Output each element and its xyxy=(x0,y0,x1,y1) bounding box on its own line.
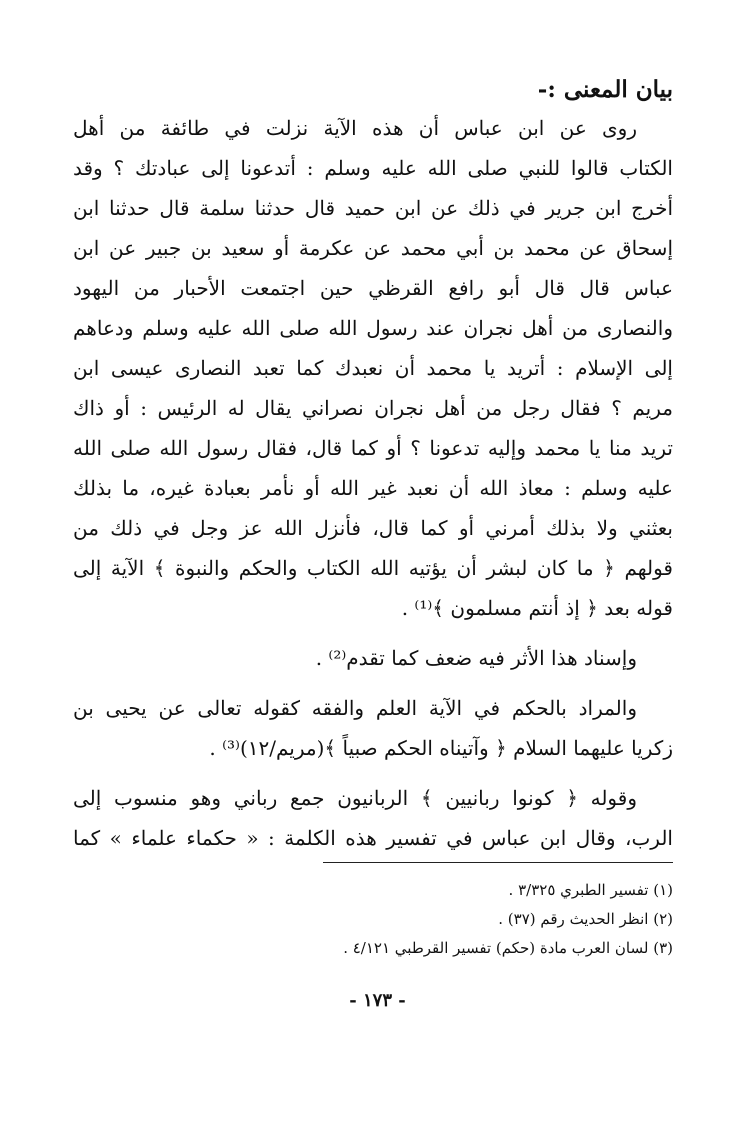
text-line: أخرج ابن جرير في ذلك عن ابن حميد قال حدثنا سلمة قال حدثنا ابن xyxy=(73,196,673,220)
text-line: بعثني ولا بذلك أمرني أو كما قال، فأنزل الله عز وجل في ذلك من xyxy=(73,516,673,540)
text-line: روى عن ابن عباس أن هذه الآية نزلت في طائفة من أهل xyxy=(73,116,637,140)
footnote: (٢) انظر الحديث رقم (٣٧) . xyxy=(498,910,673,928)
text-line: قوله بعد ﴿ إذ أنتم مسلمون ﴾⁽¹⁾ . xyxy=(401,596,673,620)
footnote: (١) تفسير الطبري ٣/٣٢٥ . xyxy=(508,881,673,899)
text-line: مريم ؟ فقال رجل من أهل نجران نصراني يقال له الرئيس : أو ذاك xyxy=(73,396,673,420)
text-line: والمراد بالحكم في الآية العلم والفقه كقوله تعالى عن يحيى بن xyxy=(73,696,637,720)
main-text xyxy=(73,108,673,858)
text-line: وإسناد هذا الأثر فيه ضعف كما تقدم⁽²⁾ . xyxy=(315,646,637,670)
text-line: عباس قال قال أبو رافع القرظي حين اجتمعت الأحبار من اليهود xyxy=(73,276,673,300)
text-line: وقوله ﴿ كونوا ربانيين ﴾ الربانيون جمع رباني وهو منسوب إلى xyxy=(73,786,637,810)
text-line: عليه وسلم : معاذ الله أن نعبد غير الله أو نأمر بعبادة غيره، ما بذلك xyxy=(73,476,673,500)
text-line: زكريا عليهما السلام ﴿ وآتيناه الحكم صبياً ﴾(مريم/١٢)⁽³⁾ . xyxy=(209,736,673,760)
footnote: (٣) لسان العرب مادة (حكم) تفسير القرطبي ٤/١٢١ . xyxy=(343,939,673,957)
section-heading: بيان المعنى :- xyxy=(537,76,673,103)
footnotes xyxy=(113,876,673,963)
footnote-divider xyxy=(323,862,673,863)
text-line: تريد منا يا محمد وإليه تدعونا ؟ أو كما قال، فقال رسول الله صلى الله xyxy=(73,436,673,460)
text-line: إسحاق عن محمد بن أبي محمد عن عكرمة أو سعيد بن جبير عن ابن xyxy=(73,236,673,260)
text-line: والنصارى من أهل نجران عند رسول الله صلى الله عليه وسلم ودعاهم xyxy=(73,316,673,340)
text-line: الكتاب قالوا للنبي صلى الله عليه وسلم : أتدعونا إلى عبادتك ؟ وقد xyxy=(73,156,673,180)
page-number: - ١٧٣ - xyxy=(349,990,406,1011)
text-line: إلى الإسلام : أتريد يا محمد أن نعبدك كما تعبد النصارى عيسى ابن xyxy=(73,356,673,380)
text-line: قولهم ﴿ ما كان لبشر أن يؤتيه الله الكتاب والحكم والنبوة ﴾ الآية إلى xyxy=(73,556,673,580)
text-line: الرب، وقال ابن عباس في تفسير هذه الكلمة : « حكماء علماء » كما xyxy=(73,826,673,850)
